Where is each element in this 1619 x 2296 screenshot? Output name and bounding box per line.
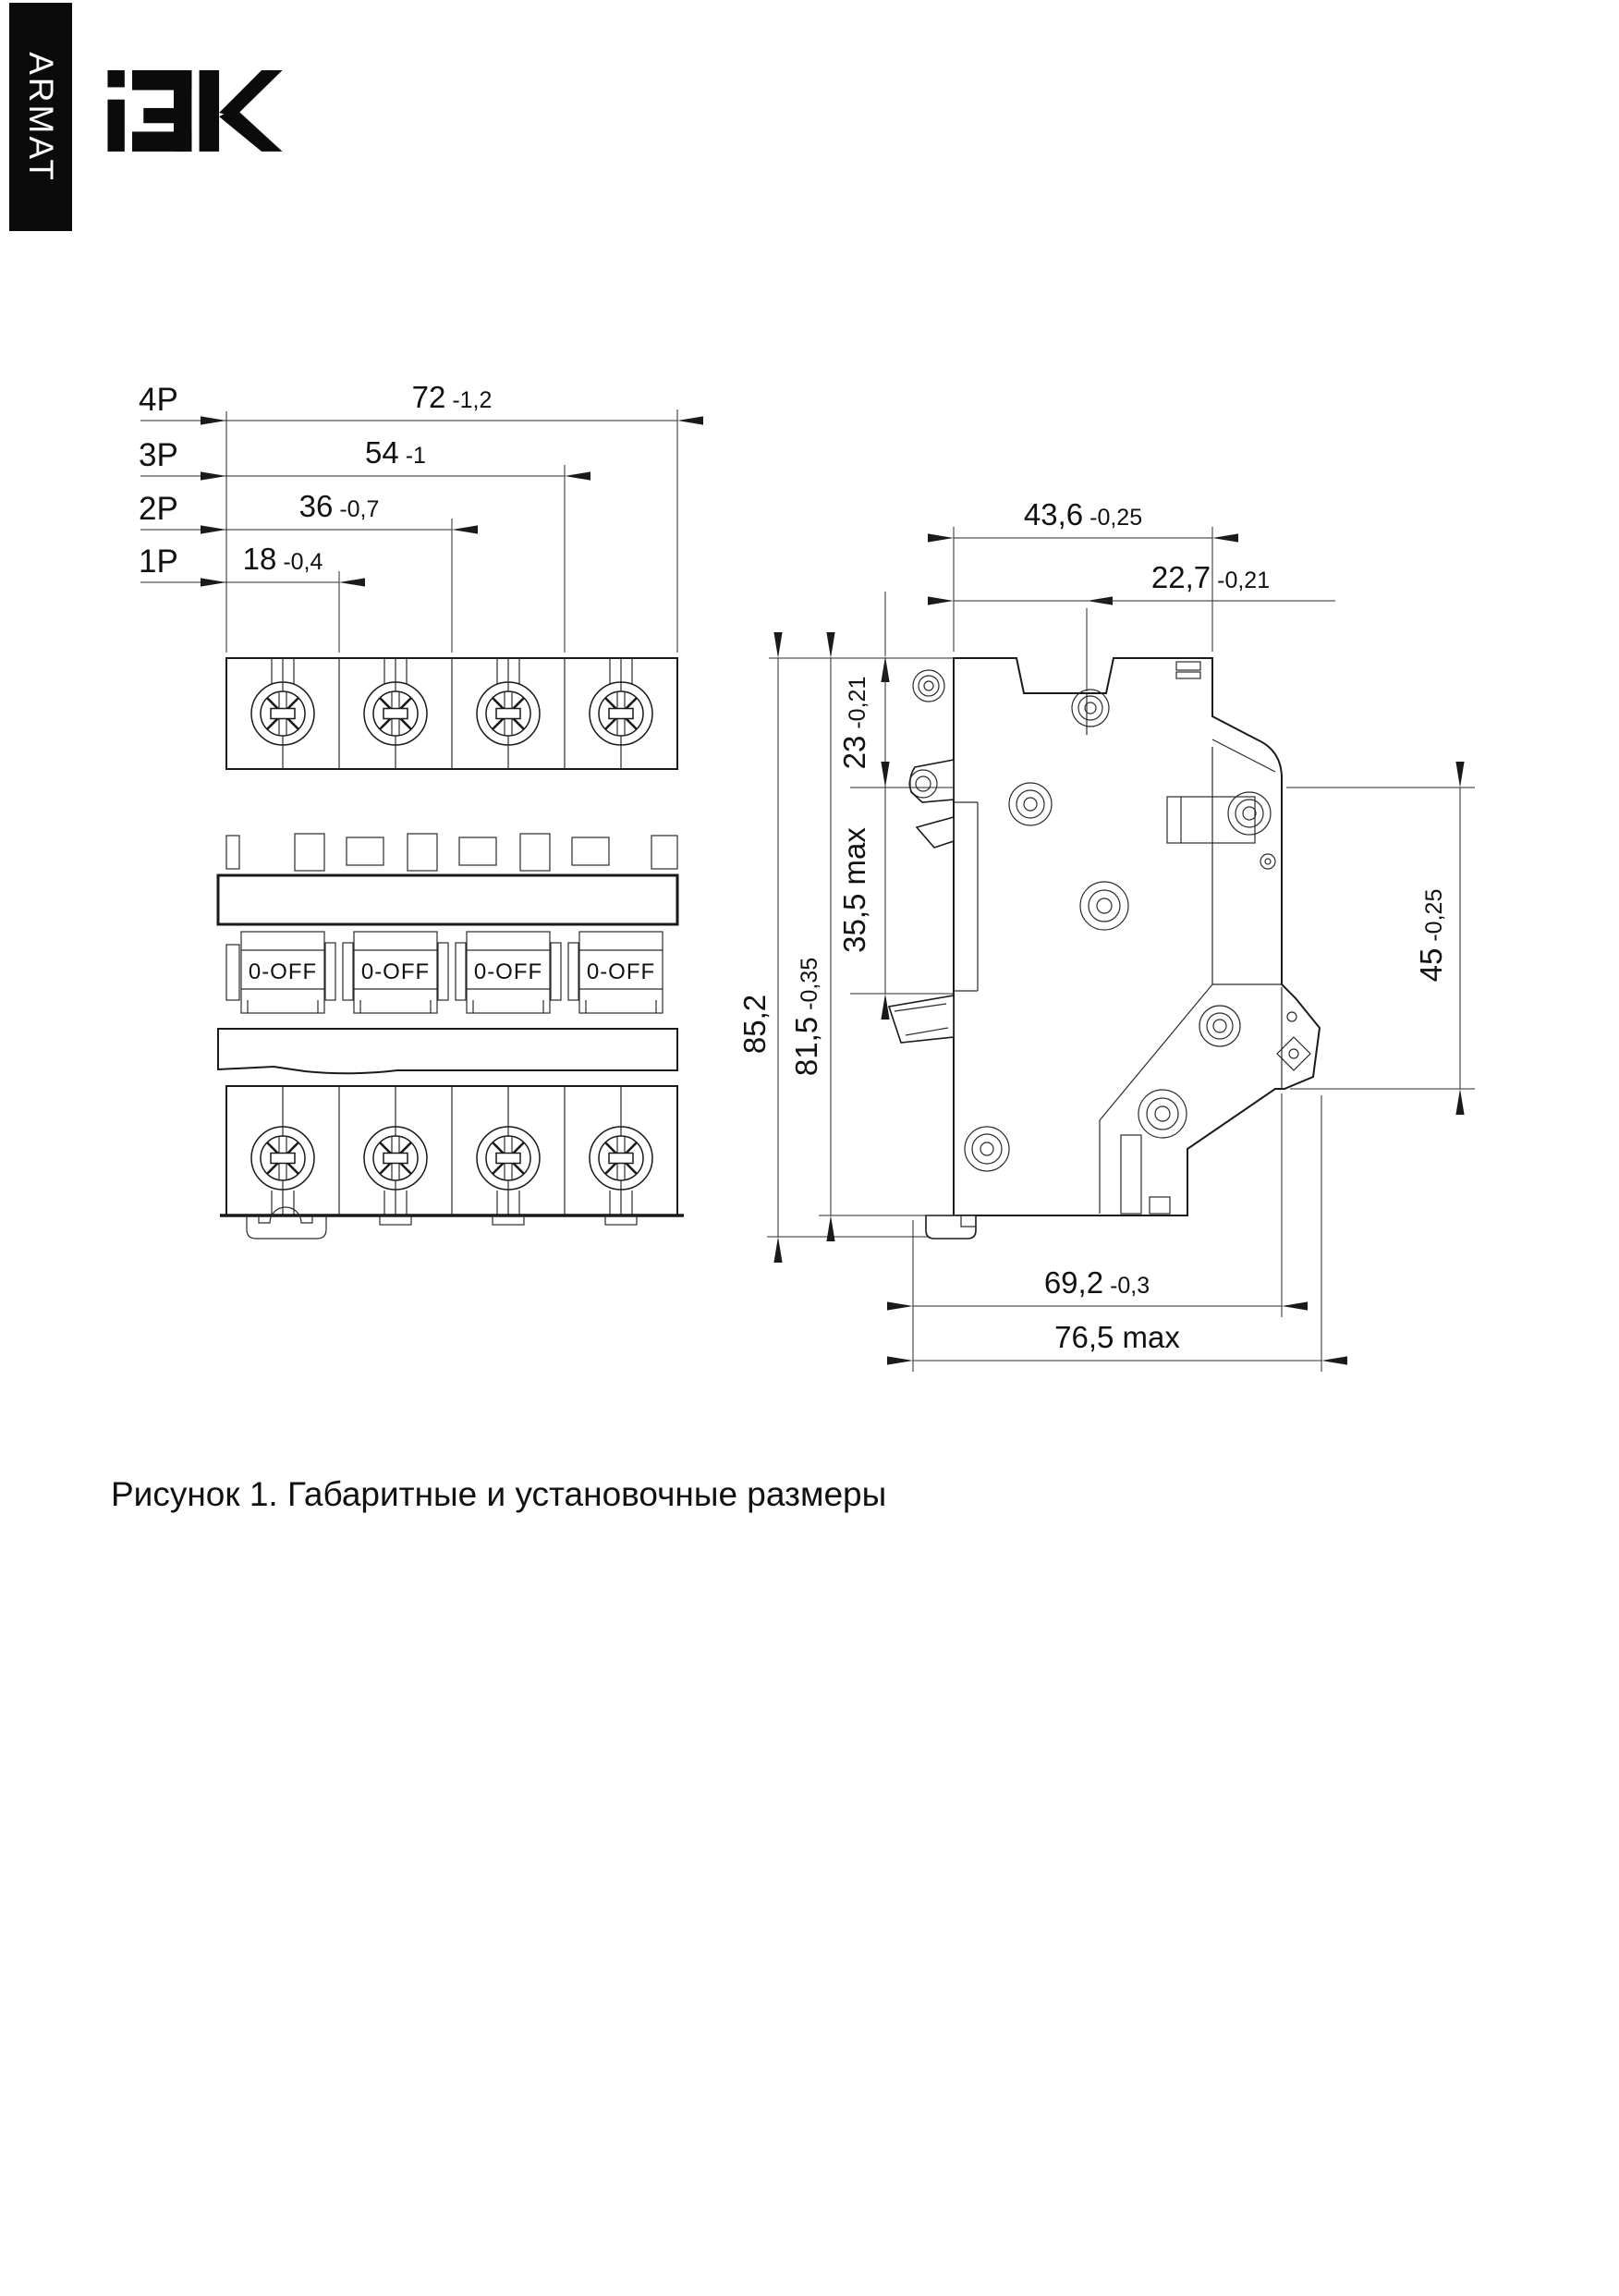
dim-total-height: 85,2 [737, 994, 772, 1055]
dim-body-depth: 69,2 -0,3 [1043, 1265, 1150, 1300]
pole-3-bottom [477, 1086, 540, 1215]
handle-pole-2 [354, 932, 437, 1013]
dim-width-1p: 18 -0,4 [242, 542, 323, 576]
front-lower-band [218, 1029, 677, 1073]
dim-latch-zone: 35,5 max [837, 827, 871, 953]
pole-2-top [364, 658, 427, 769]
pole-2-bottom [364, 1086, 427, 1215]
dim-din-to-top: 23-0,21 [837, 676, 871, 770]
front-body-bottom [220, 1086, 684, 1215]
phillips-screw-icon [251, 1127, 314, 1190]
dim-width-4p: 72 -1,2 [411, 380, 493, 414]
figure-caption: Рисунок 1. Габаритные и установочные размеры [111, 1475, 887, 1513]
dim-width-3p: 54 -1 [365, 435, 426, 470]
screw-icon [913, 670, 944, 702]
dim-top-depth: 22,7 -0,21 [1150, 560, 1271, 594]
front-latch-tabs [226, 834, 677, 871]
front-handle-row [226, 932, 663, 1013]
pole-3-top [477, 658, 540, 769]
dim-front-height: 45-0,25 [1414, 888, 1448, 983]
screw-icon [1009, 783, 1052, 825]
pole-4-top [590, 658, 652, 769]
dim-body-height: 81,5-0,35 [789, 957, 823, 1077]
screw-icon [1072, 690, 1109, 727]
handle-label: 0-OFF [586, 959, 656, 984]
phillips-screw-icon [251, 682, 314, 745]
side-outline [954, 658, 1320, 1215]
phillips-screw-icon [364, 682, 427, 745]
front-upper-band [218, 875, 677, 924]
dim-width-2p: 36 -0,7 [298, 489, 380, 523]
screw-icon [965, 1127, 1009, 1171]
screw-icon [1228, 792, 1271, 835]
side-dimensions [737, 497, 1475, 1372]
handle-label: 0-OFF [360, 959, 431, 984]
phillips-screw-icon [477, 1127, 540, 1190]
side-clamp-details [1260, 854, 1310, 1070]
pole-1-bottom [251, 1086, 314, 1215]
front-view [139, 380, 684, 1239]
phillips-screw-icon [364, 1127, 427, 1190]
pole-label: 1P [139, 543, 178, 580]
dim-top-width: 43,6 -0,25 [1023, 497, 1143, 531]
phillips-screw-icon [590, 682, 652, 745]
side-din-details [889, 760, 978, 1239]
front-dimensions [139, 380, 677, 653]
screw-icon [1199, 1006, 1240, 1046]
pole-4-bottom [590, 1086, 652, 1215]
handle-label: 0-OFF [248, 959, 318, 984]
side-view [737, 497, 1475, 1372]
handle-pole-3 [467, 932, 550, 1013]
phillips-screw-icon [590, 1127, 652, 1190]
screw-icon [1080, 882, 1128, 930]
pole-1-top [251, 658, 314, 769]
pole-label: 4P [139, 382, 178, 418]
brand-vertical-label: ARMAT [22, 51, 61, 183]
phillips-screw-icon [477, 682, 540, 745]
front-din-clip [247, 1207, 637, 1239]
dim-max-depth: 76,5 max [1054, 1320, 1180, 1354]
pole-label: 2P [139, 491, 178, 527]
side-internal-lines [1087, 662, 1282, 1214]
handle-label: 0-OFF [473, 959, 543, 984]
front-body-top [226, 658, 677, 769]
handle-pole-1 [241, 932, 324, 1013]
screw-icon [1138, 1090, 1187, 1138]
handle-pole-4 [579, 932, 663, 1013]
pole-label: 3P [139, 437, 178, 473]
side-screws [913, 670, 1271, 1171]
